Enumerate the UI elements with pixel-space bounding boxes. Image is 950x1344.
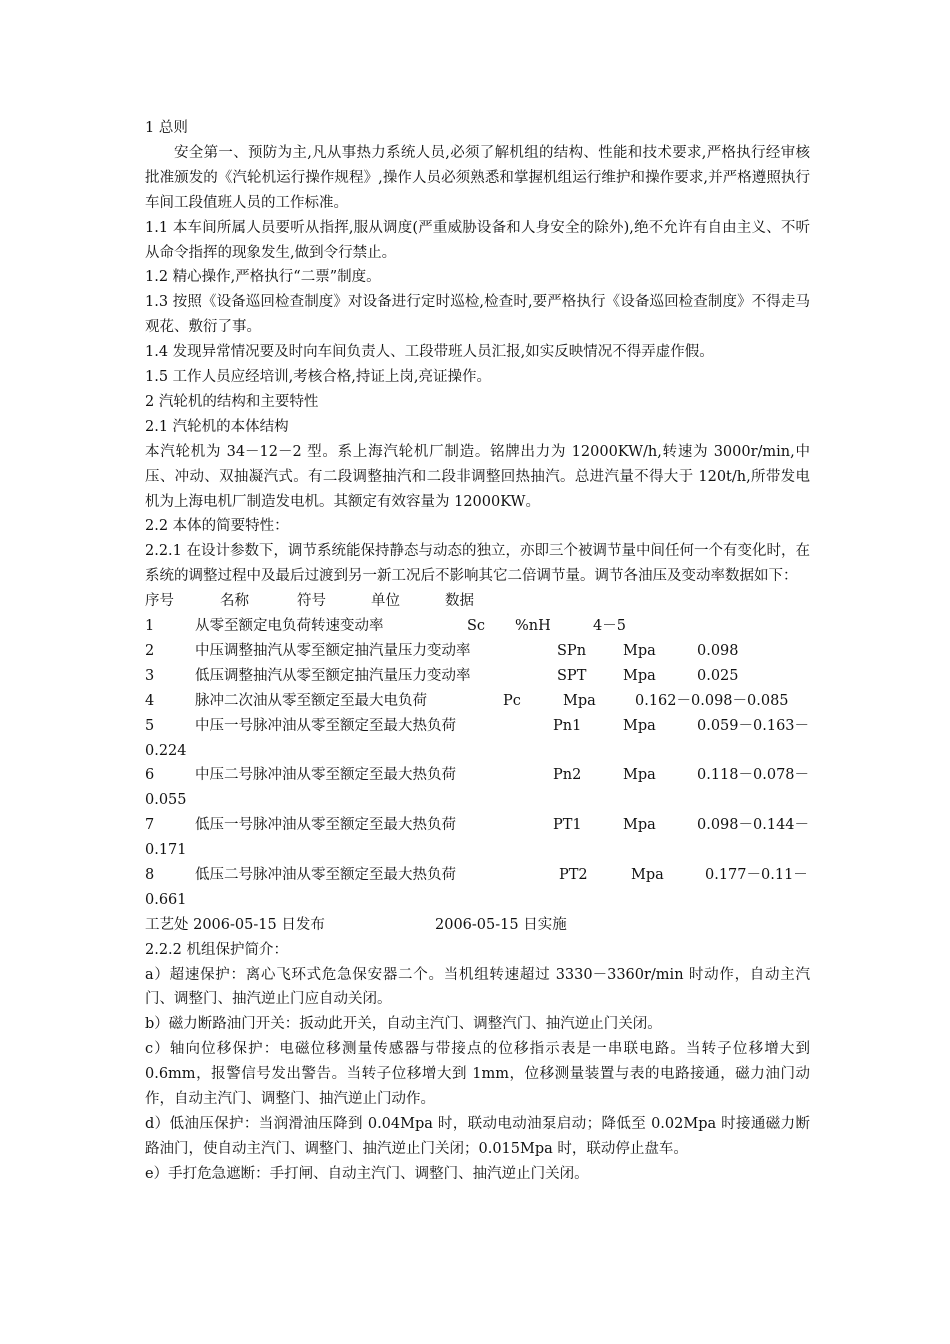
table-row [145,813,810,838]
row-symbol: Pc [503,692,521,709]
section-2-2-1-text: 2.2.1 在设计参数下，调节系统能保持静态与动态的独立，亦即三个被调节量中间任何一个有变化时，在系统的调整过程中及最后过渡到另一新工况后不影响其它二倍调节量。调节各油压及变动率数据如下： [145,543,810,585]
row-unit: Mpa [563,692,596,709]
row-value: 0.098－0.144－ [697,817,810,834]
row-value: 0.177－0.11－ [705,866,808,883]
section-1-heading: 1 总则 [145,120,188,136]
row-value-continued: 0.661 [145,891,187,908]
row-name: 脉冲二次油从零至额定至最大电负荷 [195,692,427,709]
item-1-2: 1.2 精心操作,严格执行“二票”制度。 [145,269,381,286]
protection-b: b）磁力断路油门开关：扳动此开关，自动主汽门、调整汽门、抽汽逆止门关闭。 [145,1016,662,1033]
row-unit: %nH [515,618,551,635]
row-no: 1 [145,618,155,635]
header-value: 数据 [445,593,474,610]
row-no: 6 [145,767,155,784]
row-name: 中压二号脉冲油从零至额定至最大热负荷 [195,767,456,784]
effective-date: 2006-05-15 日实施 [435,916,567,933]
row-value-continued: 0.224 [145,742,187,759]
header-unit: 单位 [371,593,400,610]
row-value: 4－5 [593,618,626,635]
row-name: 中压一号脉冲油从零至额定至最大热负荷 [195,717,456,734]
section-2-heading: 2 汽轮机的结构和主要特性 [145,393,319,410]
row-symbol: Sc [467,618,486,635]
header-no: 序号 [145,593,174,610]
row-value: 0.098 [697,642,739,659]
row-no: 5 [145,717,155,734]
row-unit: Mpa [623,817,656,834]
item-1-1: 1.1 本车间所属人员要听从指挥,服从调度(严重威胁设备和人身安全的除外),绝不允许有自由主义、不听从命令指挥的现象发生,做到令行禁止。 [145,219,810,261]
row-value: 0.118－0.078－ [697,767,810,784]
section-2-2-heading: 2.2 本体的简要特性： [145,518,289,535]
row-name: 低压一号脉冲油从零至额定至最大热负荷 [195,817,456,834]
section-2-2-2-heading: 2.2.2 机组保护简介： [145,941,289,958]
row-no: 2 [145,642,155,659]
table-row [145,714,810,739]
row-no: 8 [145,866,155,883]
row-symbol: SPT [557,667,587,684]
item-1-5: 1.5 工作人员应经培训,考核合格,持证上岗,亮证操作。 [145,369,491,386]
row-unit: Mpa [623,642,656,659]
row-symbol: PT1 [553,817,582,834]
row-symbol: Pn2 [553,767,582,784]
document-page [145,116,810,1187]
row-name: 低压二号脉冲油从零至额定至最大热负荷 [195,866,456,883]
row-name: 中压调整抽汽从零至额定抽汽量压力变动率 [195,642,471,659]
table-row [145,863,810,888]
row-symbol: SPn [557,642,587,659]
table-row [145,664,810,689]
protection-c: c）轴向位移保护：电磁位移测量传感器与带接点的位移指示表是一串联电路。当转子位移增大到 0.6mm，报警信号发出警告。当转子位移增大到 1mm，位移测量装置与表的电路接通，磁力油门动作，自动主汽门、调整门、抽汽逆止门动作。 [145,1041,810,1108]
header-name: 名称 [220,593,249,610]
row-value-continued: 0.171 [145,842,187,859]
table-header [145,589,810,614]
item-1-3: 1.3 按照《设备巡回检查制度》对设备进行定时巡检,检查时,要严格执行《设备巡回检查制度》不得走马观花、敷衍了事。 [145,294,810,336]
row-no: 4 [145,692,155,709]
table-row [145,689,810,714]
table-row [145,614,810,639]
row-unit: Mpa [623,717,656,734]
header-symbol: 符号 [297,593,326,610]
issue-line [145,913,810,938]
row-unit: Mpa [623,767,656,784]
row-value: 0.025 [697,667,739,684]
row-name: 从零至额定电负荷转速变动率 [195,618,384,635]
table-row [145,763,810,788]
row-no: 3 [145,667,155,684]
row-value: 0.059－0.163－ [697,717,810,734]
row-unit: Mpa [623,667,656,684]
row-unit: Mpa [631,866,664,883]
row-name: 低压调整抽汽从零至额定抽汽量压力变动率 [195,667,471,684]
section-1-intro: 安全第一、预防为主,凡从事热力系统人员,必须了解机组的结构、性能和技术要求,严格执行经审核批准颁发的《汽轮机运行操作规程》,操作人员必须熟悉和掌握机组运行维护和操作要求,并严格遵照执行车间工段值班人员的工作标准。 [145,144,810,211]
row-value: 0.162－0.098－0.085 [635,692,789,709]
row-value-continued: 0.055 [145,792,187,809]
protection-a: a）超速保护：离心飞环式危急保安器二个。当机组转速超过 3330－3360r/min 时动作，自动主汽门、调整门、抽汽逆止门应自动关闭。 [145,966,810,1008]
protection-e: e）手打危急遮断：手打闸、自动主汽门、调整门、抽汽逆止门关闭。 [145,1165,589,1182]
row-symbol: Pn1 [553,717,582,734]
row-symbol: PT2 [559,866,588,883]
item-1-4: 1.4 发现异常情况要及时向车间负责人、工段带班人员汇报,如实反映情况不得弄虚作假。 [145,344,714,361]
table-row [145,639,810,664]
issue-date: 工艺处 2006-05-15 日发布 [145,916,325,933]
section-2-1-heading: 2.1 汽轮机的本体结构 [145,418,289,435]
protection-d: d）低油压保护：当润滑油压降到 0.04Mpa 时，联动电动油泵启动；降低至 0.02Mpa 时接通磁力断路油门，使自动主汽门、调整门、抽汽逆止门关闭；0.015Mpa 时，联动停止盘车。 [145,1115,810,1157]
row-no: 7 [145,817,155,834]
section-2-1-text: 本汽轮机为 34－12－2 型。系上海汽轮机厂制造。铭牌出力为 12000KW/h,转速为 3000r/min,中压、冲动、双抽凝汽式。有二段调整抽汽和二段非调整回热抽汽。总进汽量不得大于 120t/h,所带发电机为上海电机厂制造发电机。其额定有效容量为 12000KW。 [145,443,810,510]
parameter-table [145,614,810,913]
